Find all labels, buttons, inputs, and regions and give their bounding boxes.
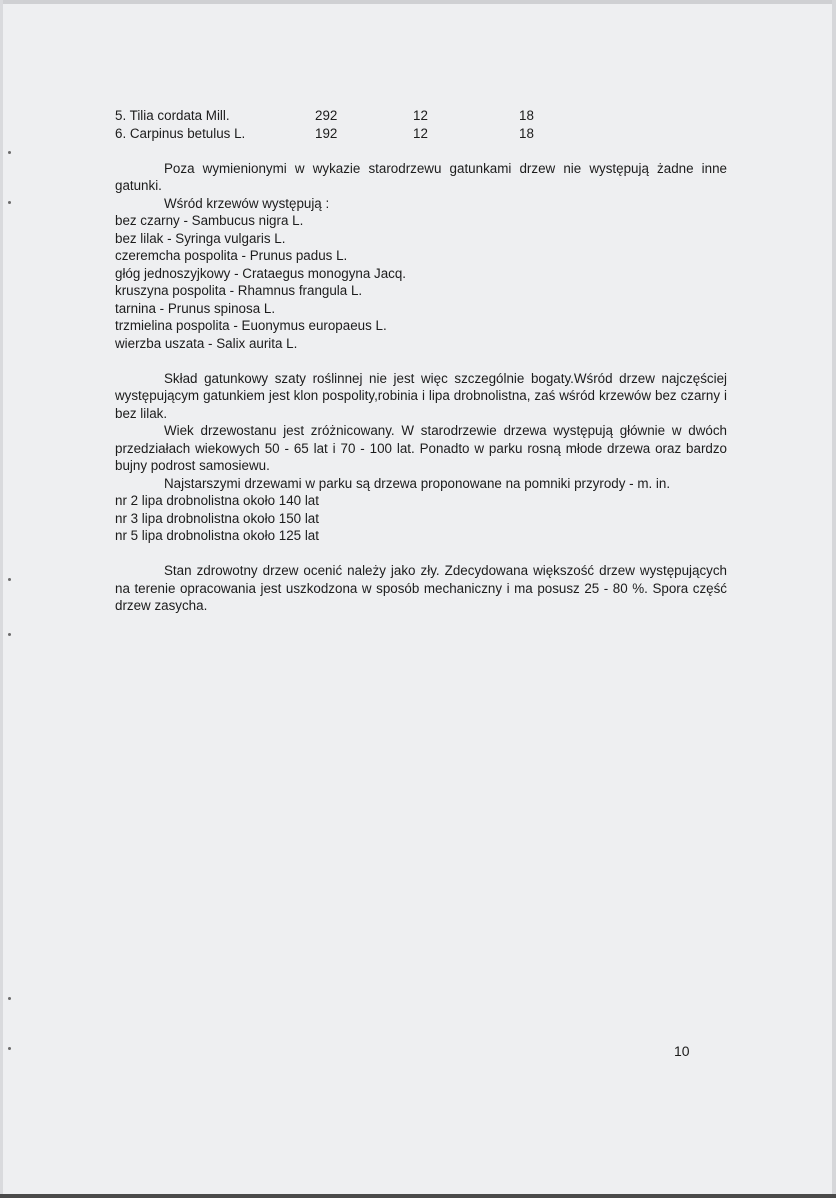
scan-edge-bottom	[0, 1194, 836, 1198]
value-b: 12	[413, 125, 428, 141]
shrubs-heading: Wśród krzewów występują :	[164, 195, 330, 211]
list-item: kruszyna pospolita - Rhamnus frangula L.	[115, 283, 363, 298]
list-item: głóg jednoszyjkowy - Crataegus monogyna Jacq.	[115, 265, 407, 281]
document-body	[115, 107, 727, 615]
paragraph-species-composition: Skład gatunkowy szaty roślinnej nie jest więc szczególnie bogaty.Wśród drzew najczęściej występującym gatunkiem jest klon pospolity,robinia i lipa drobnolistna, zaś wśród krzewów bez czarny i bez lilak.	[115, 370, 727, 421]
list-item: czeremcha pospolita - Prunus padus L.	[115, 248, 348, 263]
page-number: 10	[674, 1043, 690, 1059]
count-value: 192	[315, 125, 338, 141]
count-value: 292	[315, 108, 338, 123]
punch-mark	[8, 151, 11, 154]
list-item: trzmielina pospolita - Euonymus europaeus L.	[115, 318, 387, 333]
list-item: bez czarny - Sambucus nigra L.	[115, 213, 304, 228]
species-name: 6. Carpinus betulus L.	[115, 125, 246, 141]
paragraph-oldest-trees: Najstarszymi drzewami w parku są drzewa proponowane na pomniki przyrody - m. in.	[164, 475, 671, 491]
table-row	[115, 125, 727, 143]
scan-edge-top	[0, 0, 836, 4]
list-item: tarnina - Prunus spinosa L.	[115, 300, 276, 316]
list-item: nr 3 lipa drobnolistna około 150 lat	[115, 510, 319, 526]
punch-mark	[8, 1047, 11, 1050]
scan-edge-right	[832, 0, 836, 1198]
value-c: 18	[519, 125, 534, 141]
value-c: 18	[519, 108, 534, 123]
punch-mark	[8, 997, 11, 1000]
paragraph-tree-health: Stan zdrowotny drzew ocenić należy jako zły. Zdecydowana większość drzew występujących na terenie opracowania jest uszkodzona w sposób mechaniczny i ma posusz 25 - 80 %. Spora część drzew zasycha.	[115, 563, 727, 613]
punch-mark	[8, 578, 11, 581]
punch-mark	[8, 201, 11, 204]
list-item: nr 5 lipa drobnolistna około 125 lat	[115, 528, 319, 543]
table-row	[115, 107, 727, 125]
paragraph-no-other-species: Poza wymienionymi w wykazie starodrzewu gatunkami drzew nie występują żadne inne gatunki.	[115, 160, 727, 193]
list-item: wierzba uszata - Salix aurita L.	[115, 335, 298, 351]
list-item: nr 2 lipa drobnolistna około 140 lat	[115, 493, 319, 508]
species-name: 5. Tilia cordata Mill.	[115, 108, 230, 123]
punch-mark	[8, 633, 11, 636]
paragraph-stand-age: Wiek drzewostanu jest zróżnicowany. W starodrzewie drzewa występują głównie w dwóch przedziałach wiekowych 50 - 65 lat i 70 - 100 lat. Ponadto w parku rosną młode drzewa oraz bardzo bujny podrost samosiewu.	[115, 423, 727, 473]
scan-edge-left	[0, 0, 3, 1198]
list-item: bez lilak - Syringa vulgaris L.	[115, 230, 286, 246]
value-b: 12	[413, 108, 428, 123]
